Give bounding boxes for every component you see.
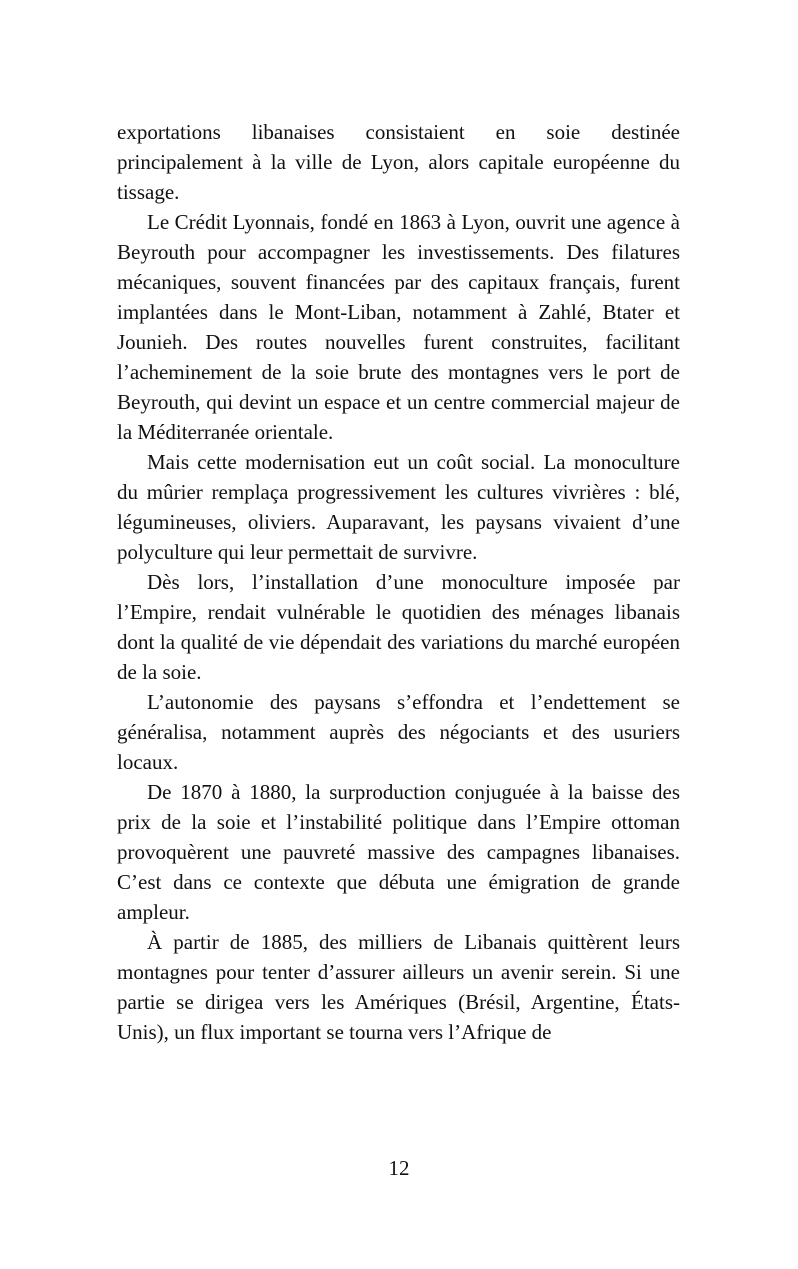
paragraph-autonomie: L’autonomie des paysans s’effondra et l’endettement se généralisa, notamment auprès des négociants et des usuriers locaux. xyxy=(117,690,680,774)
page-number: 12 xyxy=(388,1156,410,1180)
paragraph-modernisation: Mais cette modernisation eut un coût social. La monoculture du mûrier remplaça progressivement les cultures vivrières : blé, légumineuses, oliviers. Auparavant, les paysans vivaient d’une polyculture qui leur permettait de survivre. xyxy=(117,450,680,564)
paragraph-credit-lyonnais: Le Crédit Lyonnais, fondé en 1863 à Lyon, ouvrit une agence à Beyrouth pour accompagner les investissements. Des filatures mécaniques, souvent financées par des capitaux français, furent implantées dans le Mont-Liban, notamment à Zahlé, Btater et Jounieh. Des routes nouvelles furent construites, facilitant l’acheminement de la soie brute des montagnes vers le port de Beyrouth, qui devint un espace et un centre commercial majeur de la Méditerranée orientale. xyxy=(117,210,680,444)
paragraph-surproduction: De 1870 à 1880, la surproduction conjuguée à la baisse des prix de la soie et l’instabilité politique dans l’Empire ottoman provoquèrent une pauvreté massive des campagnes libanaises. C’est dans ce contexte que débuta une émigration de grande ampleur. xyxy=(117,780,680,924)
paragraph-emigration: À partir de 1885, des milliers de Libanais quittèrent leurs montagnes pour tenter d’assurer ailleurs un avenir serein. Si une partie se dirigea vers les Amériques (Brésil, Argentine, États-Unis), un flux important se tourna vers l’Afrique de xyxy=(117,930,680,1044)
page-body xyxy=(117,117,680,1047)
paragraph-monoculture: Dès lors, l’installation d’une monoculture imposée par l’Empire, rendait vulnérable le quotidien des ménages libanais dont la qualité de vie dépendait des variations du marché européen de la soie. xyxy=(117,570,680,684)
paragraph-continued: exportations libanaises consistaient en soie destinée principalement à la ville de Lyon, alors capitale européenne du tissage. xyxy=(117,120,680,204)
